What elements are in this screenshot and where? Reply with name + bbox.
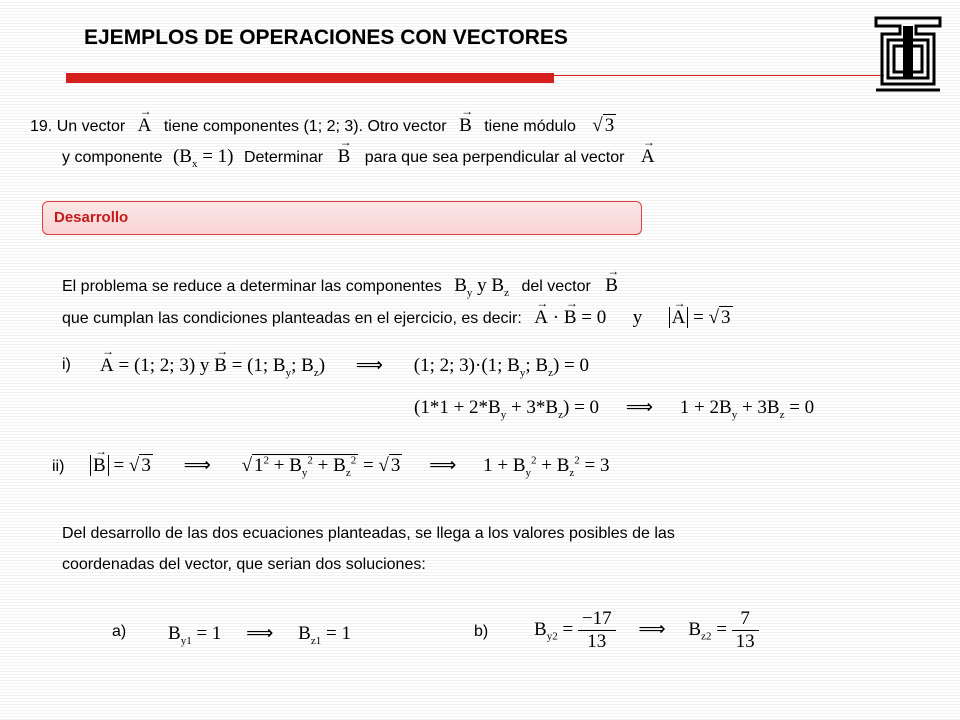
i-rhs-sep: ; B [525,355,549,376]
body-text-1b: del vector [521,278,591,295]
sqrt-3: √ 3 [592,115,615,136]
i-b: → B [214,355,227,377]
section-label: Desarrollo [54,209,129,226]
i-close: ) [318,355,326,376]
ii-sqrt2: 3 [390,455,401,476]
ii-plus1: + B [269,455,302,476]
eq-zero: = 0 [576,307,607,328]
mod-a: → A [672,307,686,329]
bx-sub: x [191,157,198,170]
i2-a: (1*1 + 2*B [414,397,501,418]
page-title: EJEMPLOS DE OPERACIONES CON VECTORES [84,26,568,49]
a-bz: B [298,623,311,644]
bx-open: (B [172,146,192,167]
ii-sq1: 2 [263,454,270,467]
solution-b [534,608,759,653]
label-ii: ii) [52,458,65,475]
b-frac-2 [732,608,759,653]
vector-b: → B [459,115,472,137]
implies-icon: ⟹ [355,355,384,376]
ii-sqrt: 3 [141,455,151,476]
i-rhs-end: ) = 0 [552,355,589,376]
ii-rz: z [569,466,575,479]
bz-sub: z [504,286,509,299]
implies-icon: ⟹ [625,397,654,418]
i2-y: y [500,408,507,421]
institution-logo-icon [872,14,944,94]
a-z1: z1 [310,634,322,647]
ii-one: 1 [254,455,264,476]
i-lhs: = (1; 2; 3) y [113,355,215,376]
sqrt-3-value: 3 [604,115,615,136]
i2-c: ) = 0 [563,397,600,418]
b-eq1: = [557,618,578,640]
b-by: B [534,618,547,640]
i2-dy: y [731,408,738,421]
ii-ry: y [525,466,531,479]
b-num1: −17 [578,608,616,631]
i-mid: = (1; B [226,355,286,376]
by-sub: y [466,286,473,299]
eq-dot: · [548,307,564,328]
problem-text-5: Determinar [243,149,324,166]
label-a: a) [112,623,127,640]
b-den2: 13 [735,631,755,652]
ii-radicand [252,454,358,479]
mod-sqrt: 3 [721,307,731,328]
title-underline-line [554,75,884,76]
problem-text-1: Un vector [56,118,126,135]
ii-eq2: = [358,455,379,476]
eq-i-line-2 [414,396,814,421]
problem-text-3: tiene módulo [484,118,576,135]
ii-r: 1 + B [483,455,526,476]
conclusion-line-2: coordenadas del vector, que serian dos soluciones: [62,556,426,573]
bx-rest: = 1) [197,146,234,167]
by-bz [454,275,509,299]
bz: B [491,275,505,296]
i-rhs-z: z [548,366,553,379]
i2-d: 1 + 2B [679,397,732,418]
i-sep: ; B [291,355,314,376]
i-rhs: (1; 2; 3)·(1; B [413,355,520,376]
by: B [454,275,467,296]
mod-eq: → A = √ 3 [669,306,733,328]
section-box [42,201,642,235]
a-y1: y1 [180,634,192,647]
b-num2: 7 [732,608,759,631]
vector-a: → A [138,115,152,137]
body-text-1a: El problema se reduce a determinar las componentes [62,278,442,295]
bx-condition [172,146,234,170]
solution-a [168,622,351,647]
a-eq2: = 1 [321,623,351,644]
problem-number: 19. [30,118,53,135]
label-b: b) [474,623,489,640]
y-conj: y [632,307,643,328]
implies-icon: ⟹ [429,455,457,476]
a-by: B [168,623,181,644]
ii-b: → B [93,455,106,477]
body-line-1 [62,275,618,299]
eq-i-line-1 [100,354,589,379]
problem-text-6: para que sea perpendicular al vector [364,149,625,166]
ii-sq3: 2 [350,454,357,467]
b-frac-1 [578,608,616,653]
vector-a-2: → A [641,146,655,168]
i-y: y [285,366,292,379]
eq-b: → B [564,307,577,329]
title-underline-bar [66,73,554,83]
ii-y: y [301,466,308,479]
problem-text-4: y componente [62,149,163,166]
dot-zero-eq [534,307,606,328]
ii-rsq2: 2 [574,454,580,467]
conclusion-line-1: Del desarrollo de las dos ecuaciones planteadas, se llega a los valores posibles de las [62,525,675,542]
b-bz: B [688,618,702,640]
b-den1: 13 [587,631,607,652]
i-rhs-y: y [519,366,526,379]
problem-line-1 [30,115,616,137]
b-eq2: = [711,618,732,640]
body-line-2 [62,307,733,329]
implies-icon: ⟹ [638,618,666,640]
ii-end: = 3 [579,455,610,476]
label-i: i) [62,356,71,373]
i2-z: z [558,408,563,421]
b-y2: y2 [546,630,558,643]
ii-eq: = [108,455,129,476]
vector-b-3: → B [605,275,618,297]
eq-a: → A [534,307,548,329]
i-a: → A [100,355,114,377]
mod-eq-sign: = [688,307,709,328]
i2-e: + 3B [737,397,780,418]
ii-z: z [345,466,351,479]
i2-ez: z [779,408,785,421]
ii-plus2: + B [312,455,346,476]
eq-ii: → B = √ 3 ⟹ √ $1^2 + B_y^2 + B_z^2$ = √ 3 ⟹ $1 + B_y^2 + B_z^2 = 3$ [90,454,610,479]
ii-rplus: + B [536,455,570,476]
implies-icon: ⟹ [183,455,211,476]
ii-sq2: 2 [307,454,313,467]
y-word: y [477,275,487,296]
vector-b-2: → B [338,146,351,168]
implies-icon: ⟹ [246,623,274,644]
problem-text-2: tiene componentes (1; 2; 3). Otro vector [163,118,447,135]
problem-line-2 [62,146,655,170]
i2-f: = 0 [784,397,815,418]
b-z2: z2 [701,630,712,643]
i-z: z [313,366,319,379]
a-eq1: = 1 [191,623,222,644]
ii-rsq1: 2 [531,454,537,467]
body-text-2: que cumplan las condiciones planteadas en el ejercicio, es decir: [62,310,522,327]
i2-b: + 3*B [506,397,559,418]
